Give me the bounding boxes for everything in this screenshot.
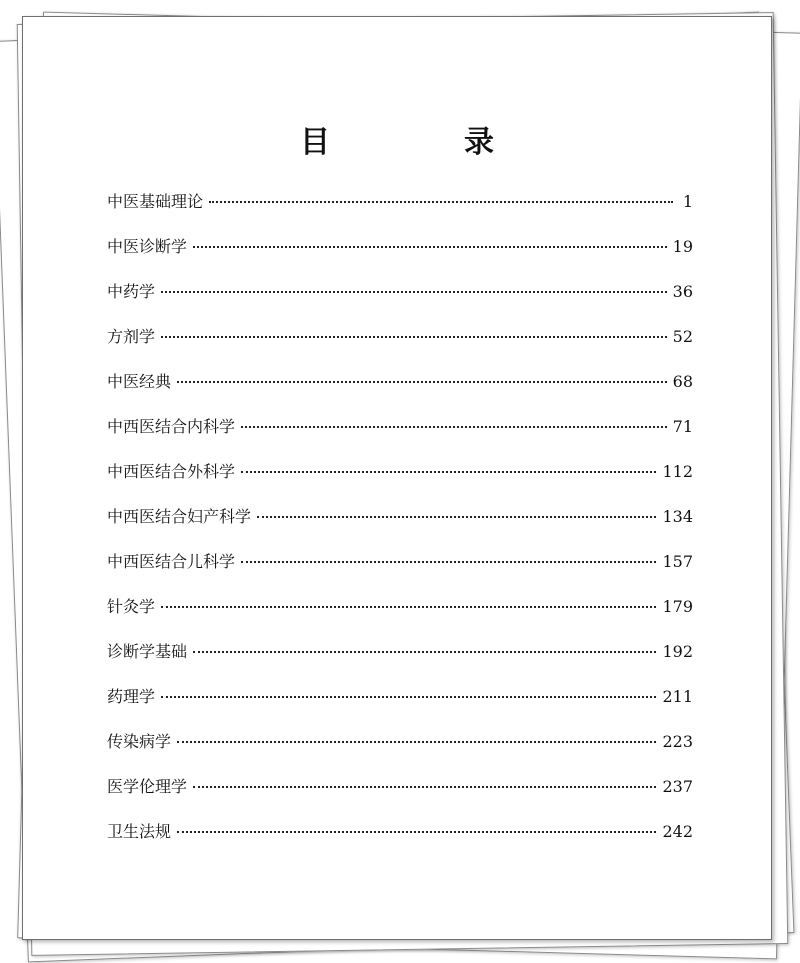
- toc-entry[interactable]: [107, 369, 693, 414]
- toc-entry-title: 医学伦理学: [107, 777, 188, 796]
- toc-entry-page: 242: [662, 822, 693, 841]
- toc-entry-page: 52: [672, 327, 693, 346]
- toc-entry[interactable]: [107, 729, 693, 774]
- toc-entry-title: 中西医结合内科学: [107, 417, 236, 436]
- toc-entry[interactable]: [107, 774, 693, 819]
- dot-leader: [241, 424, 667, 428]
- toc-entry-title: 中西医结合儿科学: [107, 552, 236, 571]
- toc-entry-title: 诊断学基础: [107, 642, 188, 661]
- dot-leader: [177, 739, 656, 743]
- toc-entry-page: 223: [662, 732, 693, 751]
- toc-entry[interactable]: [107, 189, 693, 234]
- dot-leader: [241, 469, 656, 473]
- toc-entry-title: 中药学: [107, 282, 156, 301]
- dot-leader: [161, 694, 656, 698]
- toc-entry-title: 方剂学: [107, 327, 156, 346]
- dot-leader: [209, 199, 673, 203]
- toc-entry-page: 237: [662, 777, 693, 796]
- toc-page: [22, 16, 772, 940]
- dot-leader: [177, 379, 667, 383]
- toc-entry-title: 卫生法规: [107, 822, 172, 841]
- toc-entry-title: 药理学: [107, 687, 156, 706]
- toc-entry[interactable]: [107, 414, 693, 459]
- toc-entry[interactable]: [107, 639, 693, 684]
- toc-entry-title: 传染病学: [107, 732, 172, 751]
- toc-entry-page: 179: [662, 597, 693, 616]
- toc-entry-title: 针灸学: [107, 597, 156, 616]
- dot-leader: [193, 784, 656, 788]
- toc-entry-page: 68: [672, 372, 693, 391]
- toc-entry-title: 中西医结合妇产科学: [107, 507, 252, 526]
- toc-entry-title: 中医经典: [107, 372, 172, 391]
- toc-entry[interactable]: [107, 594, 693, 639]
- dot-leader: [241, 559, 656, 563]
- toc-entry[interactable]: [107, 684, 693, 729]
- toc-entry[interactable]: [107, 279, 693, 324]
- toc-entry-page: 36: [672, 282, 693, 301]
- toc-entry[interactable]: [107, 819, 693, 864]
- dot-leader: [257, 514, 656, 518]
- dot-leader: [161, 604, 656, 608]
- toc-entry-page: 19: [672, 237, 693, 256]
- page-title: 目 录: [300, 125, 546, 160]
- dot-leader: [177, 829, 656, 833]
- toc-entry[interactable]: [107, 459, 693, 504]
- toc-entry-page: 211: [662, 687, 693, 706]
- toc-entry-page: 192: [662, 642, 693, 661]
- toc-entry[interactable]: [107, 549, 693, 594]
- toc-entry[interactable]: [107, 324, 693, 369]
- toc-entry[interactable]: [107, 234, 693, 279]
- dot-leader: [193, 244, 667, 248]
- toc-entry-page: 1: [682, 192, 693, 211]
- toc-entry-title: 中医基础理论: [107, 192, 204, 211]
- table-of-contents: [107, 189, 693, 864]
- toc-entry-page: 71: [672, 417, 693, 436]
- dot-leader: [161, 289, 667, 293]
- dot-leader: [193, 649, 656, 653]
- toc-entry-page: 157: [662, 552, 693, 571]
- toc-entry-title: 中医诊断学: [107, 237, 188, 256]
- toc-entry-page: 112: [662, 462, 693, 481]
- dot-leader: [161, 334, 667, 338]
- toc-entry-title: 中西医结合外科学: [107, 462, 236, 481]
- toc-entry[interactable]: [107, 504, 693, 549]
- toc-entry-page: 134: [662, 507, 693, 526]
